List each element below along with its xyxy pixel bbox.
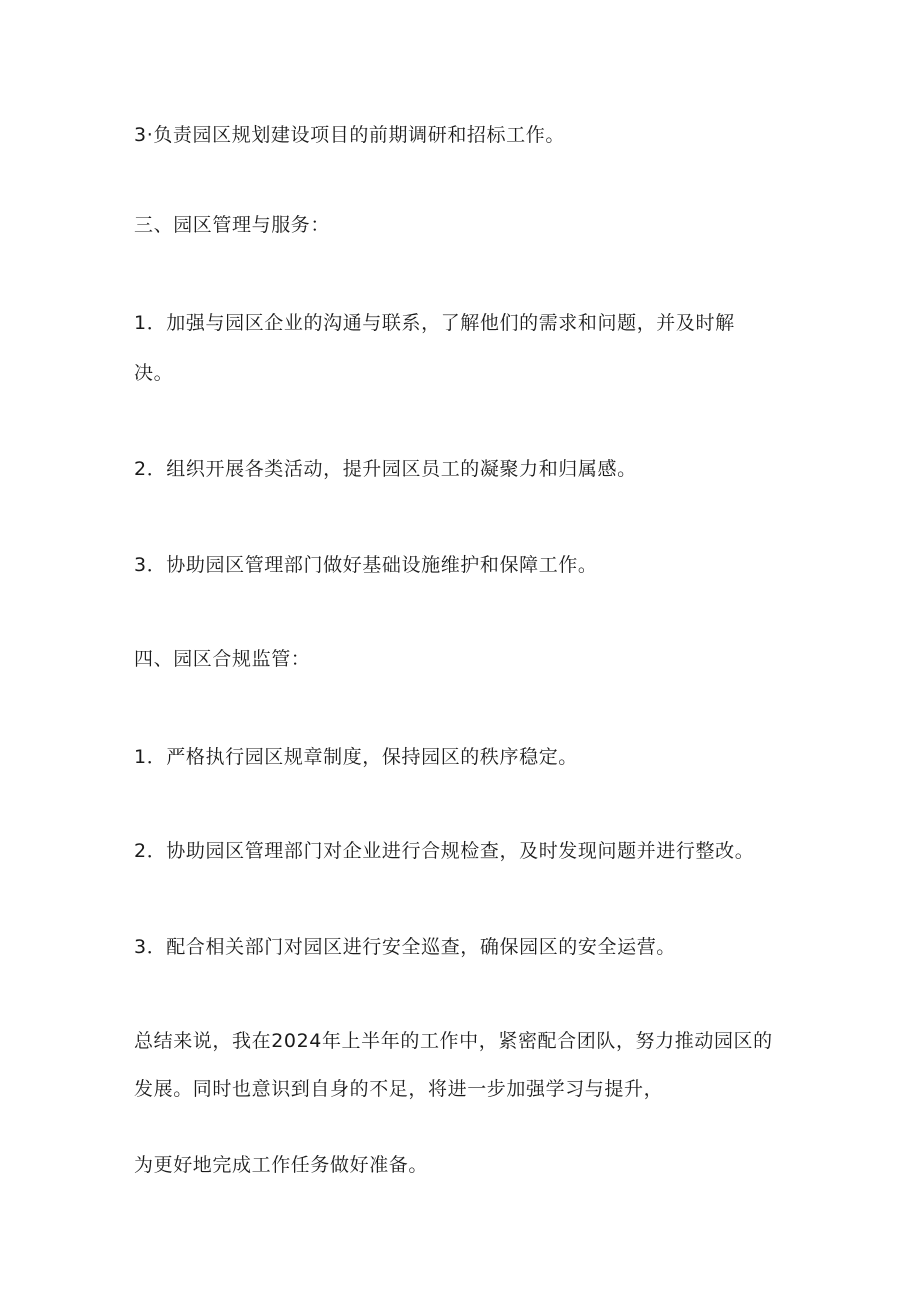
section-heading-compliance: 四、园区合规监管：: [134, 648, 311, 670]
paragraph-service-item-1-continued: 决。: [134, 362, 174, 384]
paragraph-service-item-2: 2．组织开展各类活动，提升园区员工的凝聚力和归属感。: [134, 458, 637, 480]
paragraph-summary-line-3: 为更好地完成工作任务做好准备。: [134, 1154, 429, 1176]
paragraph-service-item-3: 3．协助园区管理部门做好基础设施维护和保障工作。: [134, 554, 598, 576]
section-heading-management-service: 三、园区管理与服务：: [134, 214, 331, 236]
paragraph-summary-line-2: 发展。同时也意识到自身的不足，将进一步加强学习与提升，: [134, 1078, 664, 1100]
paragraph-compliance-item-2: 2．协助园区管理部门对企业进行合规检查，及时发现问题并进行整改。: [134, 840, 755, 862]
paragraph-planning-item-3: 3·负责园区规划建设项目的前期调研和招标工作。: [134, 124, 565, 146]
paragraph-summary-line-1: 总结来说，我在2024年上半年的工作中，紧密配合团队，努力推动园区的: [134, 1030, 773, 1052]
paragraph-compliance-item-3: 3．配合相关部门对园区进行安全巡查，确保园区的安全运营。: [134, 936, 676, 958]
paragraph-compliance-item-1: 1．严格执行园区规章制度，保持园区的秩序稳定。: [134, 746, 578, 768]
paragraph-service-item-1: 1．加强与园区企业的沟通与联系，了解他们的需求和问题，并及时解: [134, 312, 735, 334]
